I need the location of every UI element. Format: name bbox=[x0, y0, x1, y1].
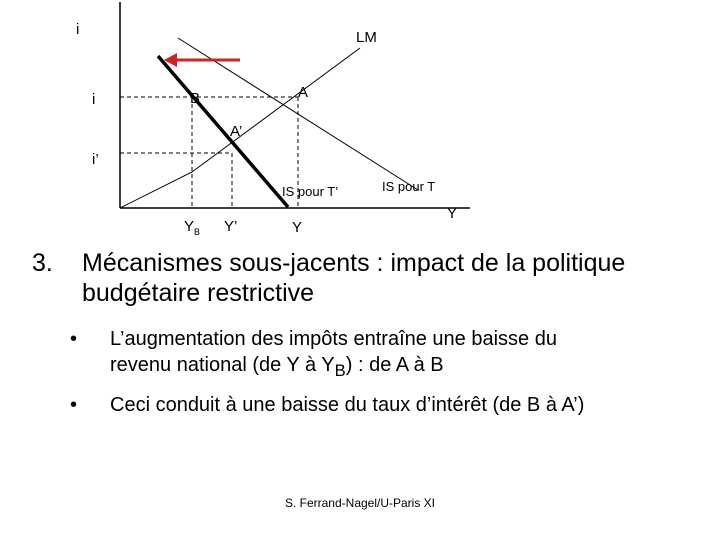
bullet-list bbox=[70, 322, 710, 422]
is-lm-diagram bbox=[0, 0, 720, 250]
rate-i-label: i bbox=[92, 91, 96, 108]
bullet-marker: • bbox=[70, 394, 78, 416]
point-a-prime-label: A’ bbox=[230, 123, 243, 140]
bullet-text-line2: revenu national (de Y à $Y_B$) : de A à B bbox=[110, 354, 444, 380]
point-b-label: B bbox=[190, 90, 201, 107]
bullet-item bbox=[70, 388, 710, 422]
bullet-marker: • bbox=[70, 328, 78, 350]
income-y-label: Y bbox=[292, 219, 303, 236]
bullet-item bbox=[70, 322, 710, 388]
heading-number: 3. bbox=[32, 249, 53, 277]
income-yb-label: $Y_B$ bbox=[184, 218, 201, 237]
bullet-text: Ceci conduit à une baisse du taux d’intérêt (de B à A’) bbox=[110, 394, 585, 416]
x-axis-label: Y bbox=[447, 205, 458, 222]
lm-label: LM bbox=[356, 29, 377, 46]
bullet-text-line1: L’augmentation des impôts entraîne une baisse du bbox=[110, 328, 557, 350]
y-axis-label: i bbox=[76, 21, 80, 38]
income-y-prime-label: Y’ bbox=[224, 218, 238, 235]
is-t-prime-curve bbox=[158, 56, 288, 207]
rate-i-prime-label: i’ bbox=[92, 151, 99, 168]
is-t-label: IS pour T bbox=[382, 179, 436, 194]
is-t-prime-label: IS pour T’ bbox=[282, 184, 339, 199]
slide-heading bbox=[32, 248, 712, 308]
point-a-label: A bbox=[298, 84, 309, 101]
footer-credit: S. Ferrand-Nagel/U-Paris XI bbox=[284, 496, 436, 510]
heading-text: Mécanismes sous-jacents : impact de la politique budgétaire restrictive bbox=[82, 249, 626, 307]
